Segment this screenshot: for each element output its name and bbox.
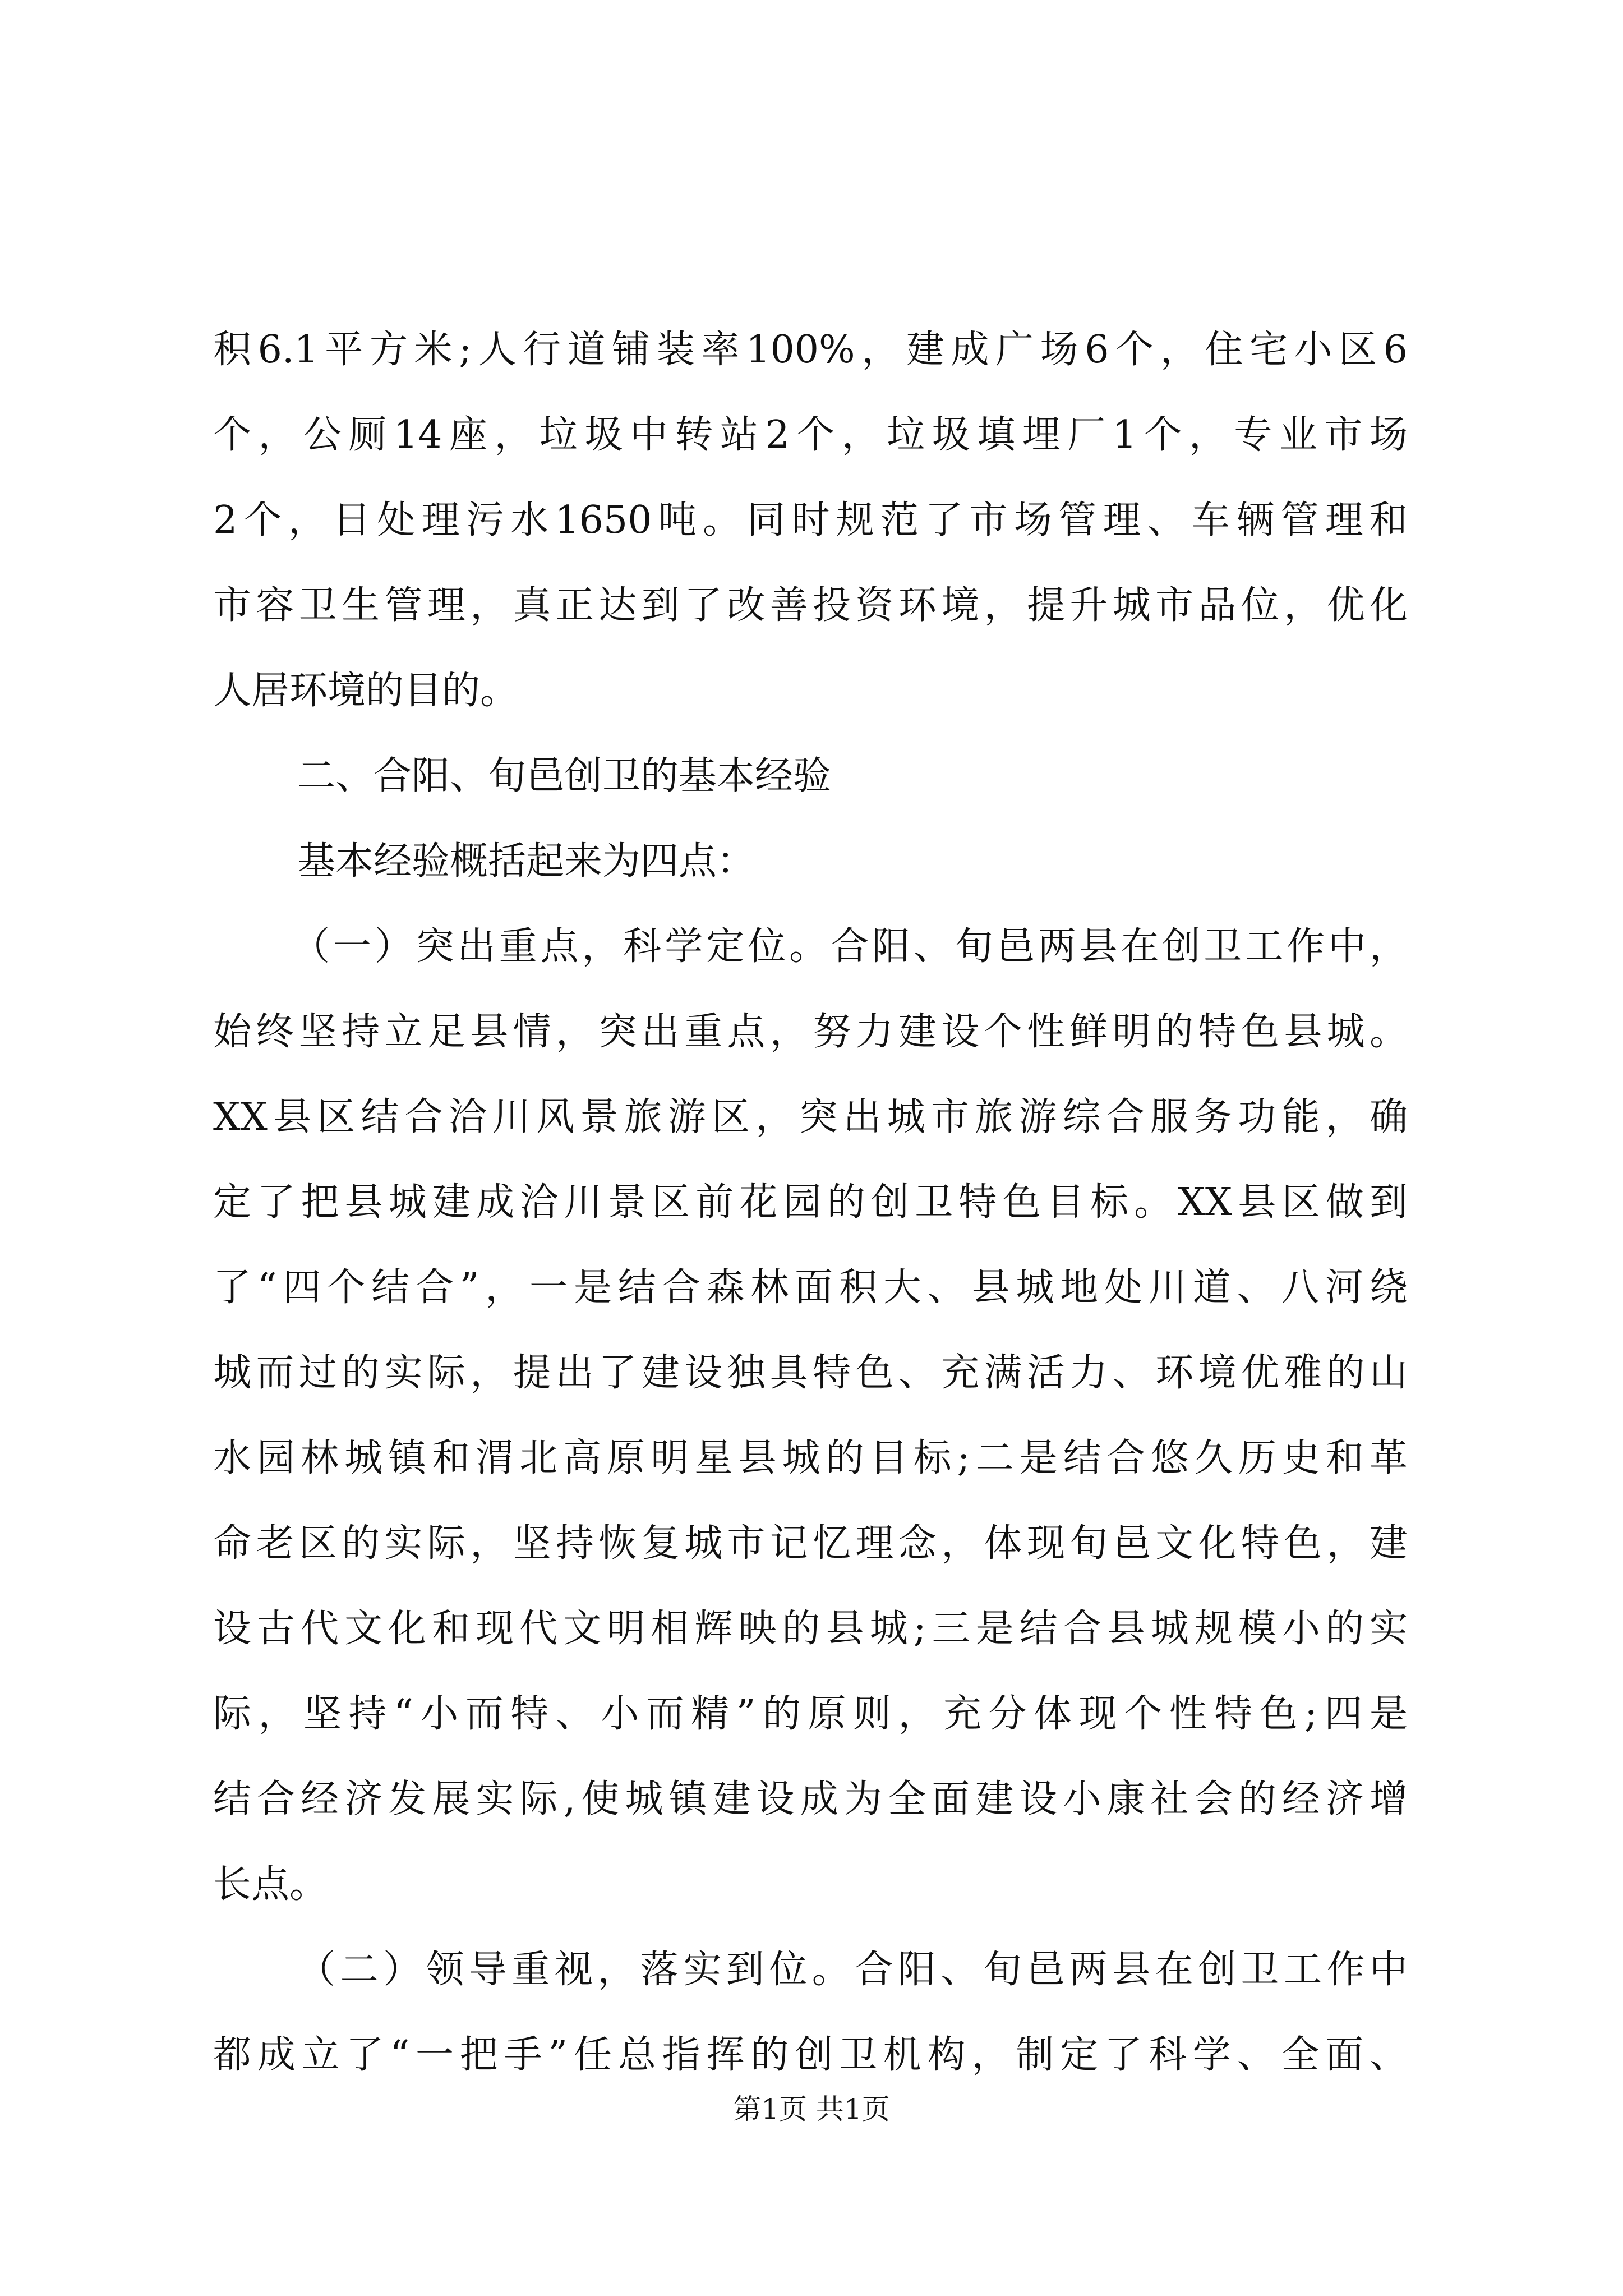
text-line: 水园林城镇和渭北高原明星县城的目标;二是结合悠久历史和革 bbox=[213, 1436, 1408, 1480]
text-line: 城而过的实际，提出了建设独具特色、充满活力、环境优雅的山 bbox=[213, 1351, 1408, 1395]
text-line: 结合经济发展实际,使城镇建设成为全面建设小康社会的经济增 bbox=[213, 1777, 1408, 1821]
text-line: 2个，日处理污水1650吨。同时规范了市场管理、车辆管理和 bbox=[213, 498, 1408, 542]
subsection-heading-line: （一）突出重点，科学定位。合阳、旬邑两县在创卫工作中， bbox=[292, 924, 1408, 969]
text-line: 始终坚持立足县情，突出重点，努力建设个性鲜明的特色县城。 bbox=[213, 1010, 1408, 1054]
subsection-heading-line: （二）领导重视，落实到位。合阳、旬邑两县在创卫工作中 bbox=[297, 1948, 1408, 1992]
page-footer: 第1页 共1页 bbox=[733, 2093, 890, 2125]
text-line: 人居环境的目的。 bbox=[213, 669, 519, 713]
text-line: 积6.1平方米;人行道铺装率100%，建成广场6个，住宅小区6 bbox=[213, 328, 1408, 372]
text-line: 基本经验概括起来为四点： bbox=[297, 839, 755, 884]
text-line: 都成立了“一把手”任总指挥的创卫机构，制定了科学、全面、 bbox=[213, 2033, 1408, 2077]
text-line: 命老区的实际，坚持恢复城市记忆理念，体现旬邑文化特色，建 bbox=[213, 1521, 1408, 1566]
document-body bbox=[213, 307, 1408, 2098]
text-line: 个，公厕14座，垃圾中转站2个，垃圾填埋厂1个，专业市场 bbox=[213, 413, 1408, 457]
text-line: 长点。 bbox=[213, 1862, 328, 1907]
text-line: 设古代文化和现代文明相辉映的县城;三是结合县城规模小的实 bbox=[213, 1607, 1408, 1651]
text-line: 市容卫生管理，真正达到了改善投资环境，提升城市品位，优化 bbox=[213, 583, 1408, 628]
text-line: 定了把县城建成洽川景区前花园的创卫特色目标。XX县区做到 bbox=[213, 1180, 1408, 1225]
text-line: 了“四个结合”，一是结合森林面积大、县城地处川道、八河绕 bbox=[213, 1266, 1408, 1310]
text-line: XX县区结合洽川风景旅游区，突出城市旅游综合服务功能，确 bbox=[213, 1095, 1408, 1139]
section-heading: 二、合阳、旬邑创卫的基本经验 bbox=[297, 754, 832, 798]
text-line: 际，坚持“小而特、小而精”的原则，充分体现个性特色;四是 bbox=[213, 1692, 1408, 1736]
